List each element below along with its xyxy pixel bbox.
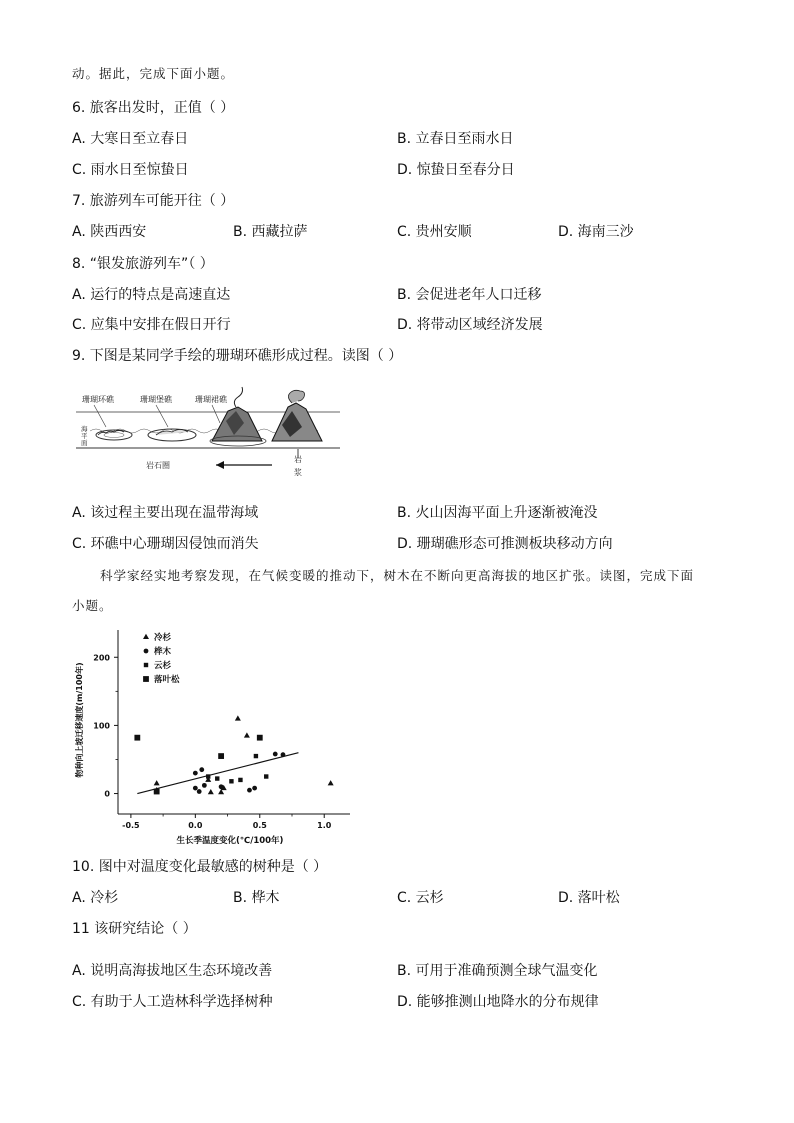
label-sea-level-1: 海: [81, 425, 88, 433]
question-stem: 7. 旅游列车可能开往（ ）: [72, 193, 235, 209]
label-rock-circle: 岩石圈: [146, 461, 170, 470]
data-point-square-filled: [257, 735, 262, 740]
legend-marker: [144, 677, 149, 682]
data-point-circle: [219, 784, 224, 789]
legend-label: 冷杉: [154, 633, 172, 643]
label-magma-2: 浆: [294, 468, 302, 477]
label-sea-level-2: 平: [81, 432, 88, 440]
option-c: C. 贵州安顺: [397, 224, 472, 240]
data-point-square: [229, 779, 233, 783]
option-d: D. 落叶松: [558, 890, 620, 906]
option-b: B. 火山因海平面上升逐渐被淹没: [397, 505, 598, 521]
option-d: D. 珊瑚礁形态可推测板块移动方向: [397, 536, 613, 552]
data-point-triangle: [208, 789, 214, 794]
data-point-circle: [247, 788, 252, 793]
legend-label: 云杉: [154, 661, 172, 671]
data-point-circle: [273, 752, 278, 757]
intro-tail: 动。据此，完成下面小题。: [72, 66, 235, 81]
option-d: D. 海南三沙: [558, 224, 634, 240]
option-c: C. 环礁中心珊瑚因侵蚀而消失: [72, 536, 259, 552]
option-a: A. 该过程主要出现在温带海域: [72, 505, 259, 521]
x-tick-label: 0.5: [252, 821, 267, 830]
data-point-circle: [281, 752, 286, 757]
option-c: C. 应集中安排在假日开行: [72, 317, 231, 333]
label-atoll: 珊瑚环礁: [82, 395, 114, 404]
option-b: B. 桦木: [233, 890, 280, 906]
option-b: B. 西藏拉萨: [233, 224, 308, 240]
legend-label: 落叶松: [154, 675, 180, 685]
data-point-circle: [197, 789, 202, 794]
data-point-circle: [202, 783, 207, 788]
data-point-square: [206, 774, 210, 778]
data-point-triangle: [328, 780, 334, 785]
data-point-circle: [193, 771, 198, 776]
option-a: A. 说明高海拔地区生态环境改善: [72, 963, 273, 979]
label-fringing: 珊瑚裙礁: [195, 395, 227, 404]
option-b: B. 立春日至雨水日: [397, 131, 514, 147]
x-tick-label: -0.5: [122, 821, 140, 830]
legend-marker: [144, 663, 148, 667]
option-a: A. 冷杉: [72, 890, 119, 906]
data-point-triangle: [235, 715, 241, 720]
data-point-square: [215, 776, 219, 780]
legend-marker: [143, 634, 149, 639]
data-point-square: [238, 778, 242, 782]
option-d: D. 惊蛰日至春分日: [397, 162, 515, 178]
y-axis-label: 物种向上坡迁移速度(m/100年): [75, 662, 84, 778]
legend-marker: [144, 649, 149, 654]
option-a: A. 大寒日至立春日: [72, 131, 189, 147]
option-c: C. 有助于人工造林科学选择树种: [72, 994, 273, 1010]
question-stem: 6. 旅客出发时，正值（ ）: [72, 100, 235, 116]
question-stem: 8. “银发旅游列车”（ ）: [72, 256, 214, 272]
label-sea-level-3: 面: [81, 439, 88, 447]
legend-label: 桦木: [154, 647, 172, 657]
data-point-square: [254, 754, 258, 758]
x-axis-label: 生长季温度变化(℃/100年): [176, 836, 284, 846]
option-d: D. 将带动区域经济发展: [397, 317, 543, 333]
trend-line: [137, 753, 298, 794]
data-point-square-filled: [219, 754, 224, 759]
data-point-triangle: [154, 780, 160, 785]
data-point-triangle: [244, 732, 250, 737]
label-barrier: 珊瑚堡礁: [140, 395, 172, 404]
y-tick-label: 100: [93, 721, 110, 731]
data-point-circle: [193, 786, 198, 791]
option-d: D. 能够推测山地降水的分布规律: [397, 994, 599, 1010]
question-stem: 10. 图中对温度变化最敏感的树种是（ ）: [72, 859, 328, 875]
passage-2-line-2: 小题。: [72, 598, 113, 613]
option-b: B. 会促进老年人口迁移: [397, 287, 542, 303]
y-tick-label: 200: [93, 653, 110, 663]
x-tick-label: 0.0: [188, 821, 203, 830]
option-b: B. 可用于准确预测全球气温变化: [397, 963, 598, 979]
data-point-square: [264, 774, 268, 778]
option-a: A. 陕西西安: [72, 224, 147, 240]
option-c: C. 雨水日至惊蛰日: [72, 162, 189, 178]
label-magma-1: 岩: [294, 455, 302, 464]
x-tick-label: 1.0: [317, 821, 332, 830]
coral-atoll-drawing: [76, 383, 348, 479]
data-point-square-filled: [154, 789, 159, 794]
question-stem: 9. 下图是某同学手绘的珊瑚环礁形成过程。读图（ ）: [72, 348, 403, 364]
option-c: C. 云杉: [397, 890, 444, 906]
y-tick-label: 0: [104, 789, 110, 799]
tree-migration-chart: [70, 626, 360, 848]
question-stem: 11 该研究结论（ ）: [72, 921, 197, 937]
data-point-circle: [199, 767, 204, 772]
option-a: A. 运行的特点是高速直达: [72, 287, 231, 303]
passage-2-line-1: 科学家经实地考察发现，在气候变暖的推动下，树木在不断向更高海拔的地区扩张。读图，完成下面: [100, 568, 695, 583]
data-point-square-filled: [135, 735, 140, 740]
coral-atoll-figure: [76, 383, 348, 479]
scatter-plot: [70, 626, 360, 848]
data-point-circle: [252, 786, 257, 791]
